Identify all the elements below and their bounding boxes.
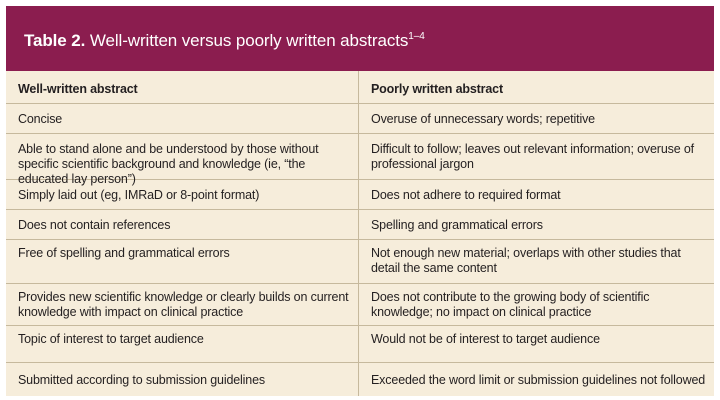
poorly-written-cell: Difficult to follow; leaves out relevant information; overuse of professional jargon	[371, 142, 694, 171]
well-written-cell: Able to stand alone and be understood by those without specific scientific background and knowledge (ie, “the educated lay person”)	[6, 134, 359, 179]
poorly-written-cell: Exceeded the word limit or submission guidelines not followed	[371, 373, 706, 387]
poorly-written-cell: Does not contribute to the growing body of scientific knowledge; no impact on clinical practice	[371, 290, 650, 319]
well-written-cell: Does not contain references	[6, 210, 359, 239]
well-written-cell: Submitted according to submission guidelines	[6, 363, 359, 396]
poorly-written-cell: Would not be of interest to target audience	[371, 332, 600, 346]
poorly-written-cell: Spelling and grammatical errors	[371, 218, 543, 232]
poorly-written-cell: Not enough new material; overlaps with other studies that detail the same content	[371, 246, 681, 275]
table-row	[6, 284, 714, 326]
table-number: Table 2.	[24, 31, 86, 50]
table-row	[6, 180, 714, 210]
table-row	[6, 134, 714, 186]
well-written-cell: Simply laid out (eg, IMRaD or 8-point format)	[6, 180, 359, 209]
table-header-row	[6, 71, 714, 104]
column-header-poorly-written: Poorly written abstract	[371, 82, 503, 96]
abstracts-table	[6, 6, 714, 396]
well-written-cell: Free of spelling and grammatical errors	[6, 240, 359, 283]
table-row	[6, 104, 714, 134]
reference-superscript: 1–4	[408, 31, 425, 42]
column-header-well-written: Well-written abstract	[6, 71, 359, 103]
table-row	[6, 363, 714, 396]
poorly-written-cell: Overuse of unnecessary words; repetitive	[371, 112, 595, 126]
table-row	[6, 240, 714, 284]
table-row	[6, 326, 714, 363]
table-title: Well-written versus poorly written abstracts	[85, 31, 409, 50]
table-row	[6, 210, 714, 240]
well-written-cell: Topic of interest to target audience	[6, 326, 359, 362]
table-caption	[6, 6, 714, 71]
well-written-cell: Concise	[6, 104, 359, 133]
poorly-written-cell: Does not adhere to required format	[371, 188, 561, 202]
well-written-cell: Provides new scientific knowledge or clearly builds on current knowledge with impact on clinical practice	[6, 284, 359, 325]
